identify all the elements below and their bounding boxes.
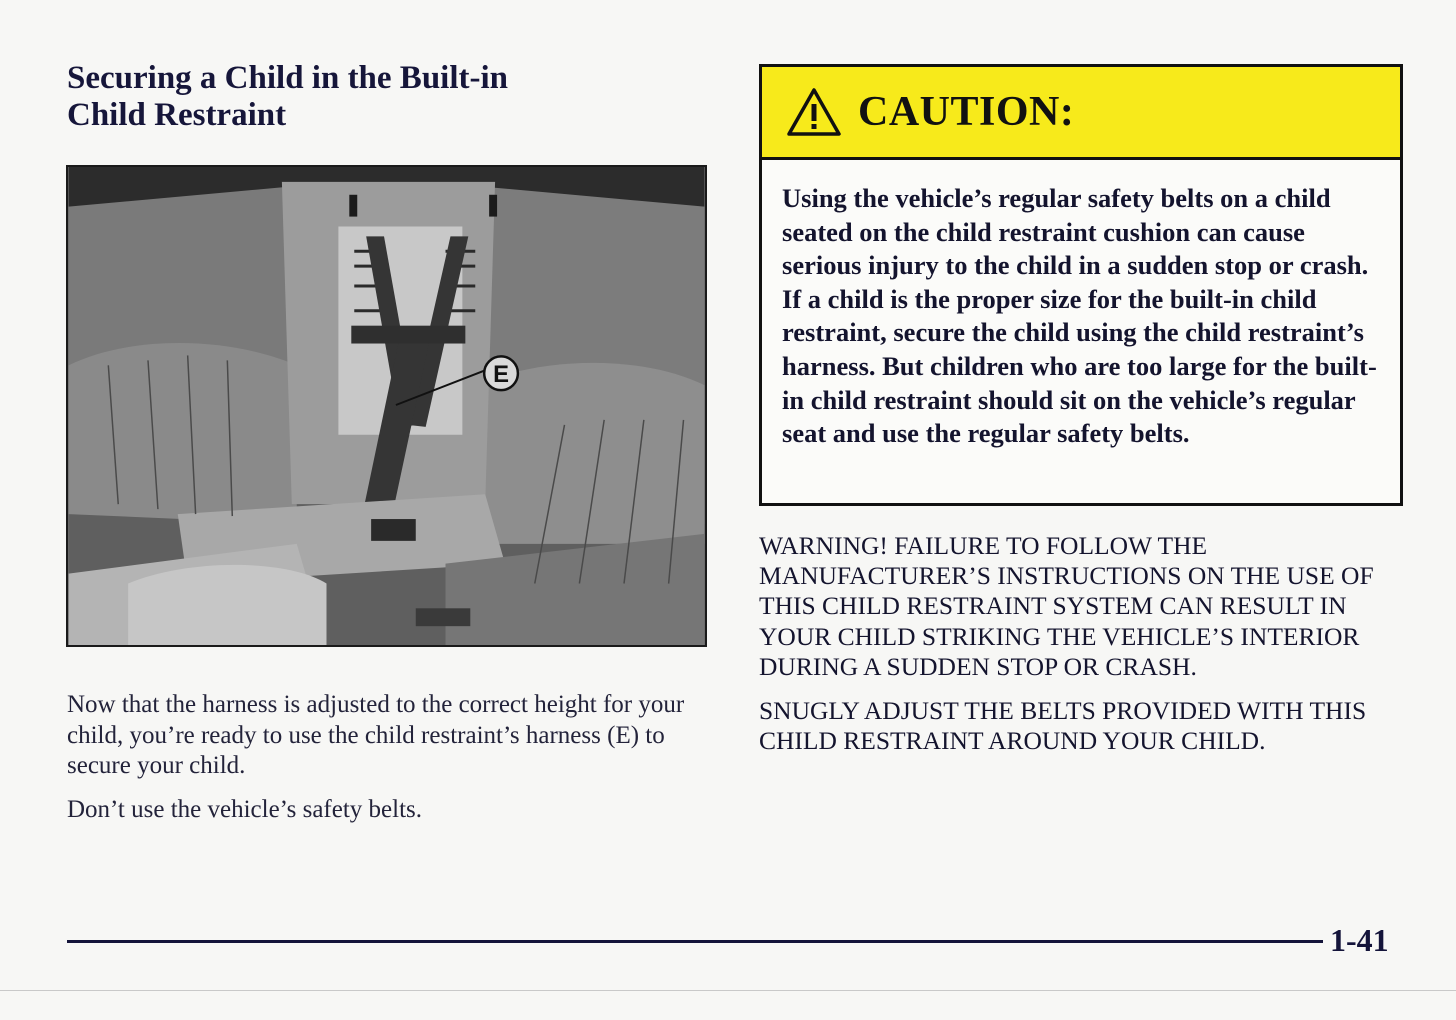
caution-title: CAUTION:: [858, 89, 1075, 135]
warning-text: [759, 531, 1419, 770]
section-heading-line2: Child Restraint: [67, 97, 287, 133]
page-edge-line: [0, 990, 1456, 991]
warning-paragraph-1: WARNING! FAILURE TO FOLLOW THE MANUFACTURER’S INSTRUCTIONS ON THE USE OF THIS CHILD RESTRAINT SYSTEM CAN RESULT IN YOUR CHILD STRIKING THE VEHICLE’S INTERIOR DURING A SUDDEN STOP OR CRASH.: [759, 531, 1374, 681]
caution-header: [762, 67, 1400, 160]
body-paragraph-1: Now that the harness is adjusted to the correct height for your child, you’re ready to use the child restraint’s harness (E) to secure your child.: [67, 691, 685, 779]
body-paragraph-2: Don’t use the vehicle’s safety belts.: [67, 795, 423, 823]
warning-paragraph-2: SNUGLY ADJUST THE BELTS PROVIDED WITH THIS CHILD RESTRAINT AROUND YOUR CHILD.: [759, 696, 1367, 756]
page-number: 1-41: [1330, 922, 1389, 958]
child-restraint-illustration: [66, 165, 707, 647]
callout-e-label: E: [493, 361, 509, 389]
caution-box: [759, 64, 1403, 506]
warning-triangle-icon: [786, 87, 842, 137]
body-text: [67, 690, 717, 838]
footer-rule: [67, 940, 1323, 943]
section-heading: [67, 60, 667, 134]
rear-seat-drawing: [68, 167, 705, 645]
section-heading-line1: Securing a Child in the Built-in: [67, 60, 509, 96]
caution-text: Using the vehicle’s regular safety belts on a child seated on the child restraint cushion can cause serious injury to the child in a sudden stop or crash. If a child is the proper size for the built-in child restraint, secure the child using the child restraint’s harness. But children who are too large for the built-in child restraint should sit on the vehicle’s regular seat and use the regular safety belts.: [782, 183, 1377, 449]
